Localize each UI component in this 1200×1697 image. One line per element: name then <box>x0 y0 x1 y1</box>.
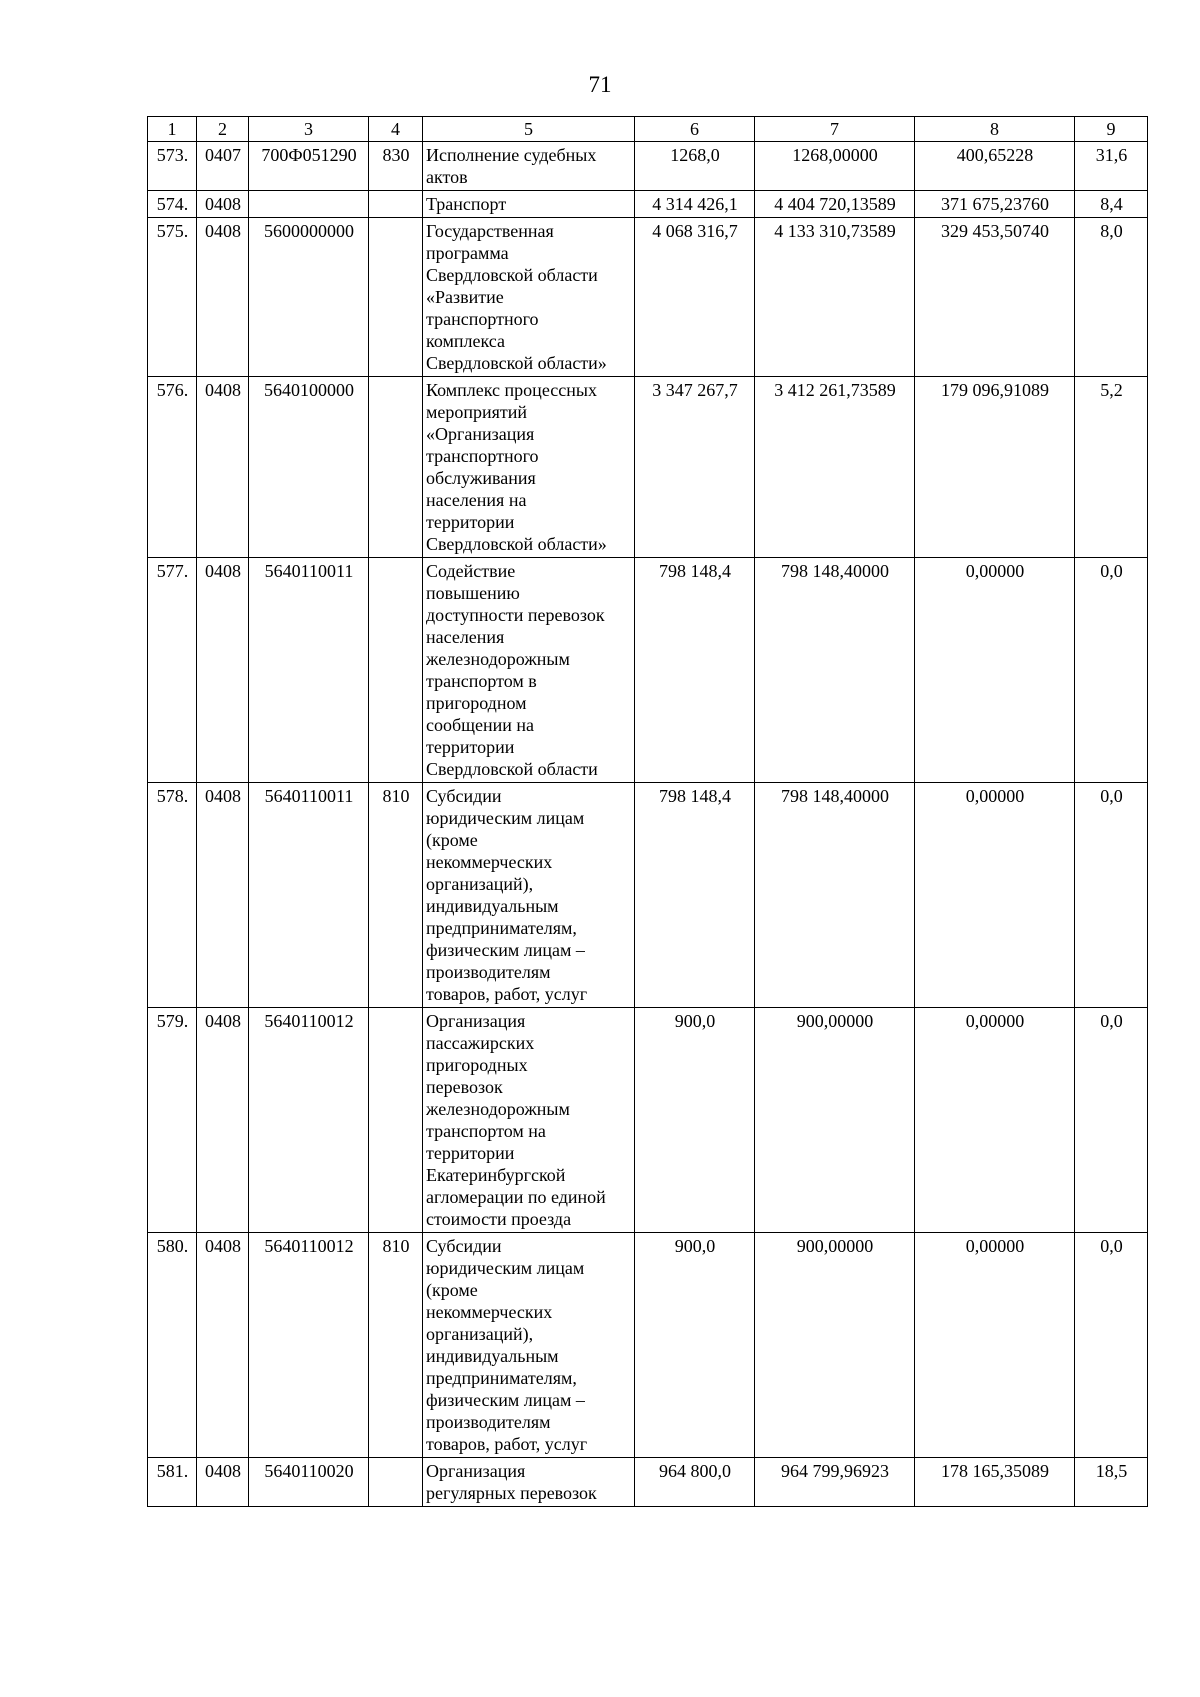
section-code-cell <box>197 1233 249 1458</box>
approved-amount-cell <box>635 1233 755 1458</box>
row-number-cell <box>148 191 197 218</box>
execution-percent-cell-text: 8,4 <box>1100 194 1123 214</box>
execution-percent-cell <box>1075 1233 1148 1458</box>
executed-amount-cell <box>915 377 1075 558</box>
target-article-cell-text: 700Ф051290 <box>261 145 357 165</box>
target-article-cell <box>249 1233 369 1458</box>
header-cell: 3 <box>249 117 369 142</box>
section-code-cell <box>197 191 249 218</box>
row-number-cell <box>148 218 197 377</box>
planned-amount-cell-text: 4 404 720,13589 <box>774 194 896 214</box>
section-code-cell <box>197 142 249 191</box>
section-code-cell <box>197 1458 249 1507</box>
page-number: 71 <box>588 72 612 97</box>
table-row <box>148 377 1148 558</box>
row-number-cell <box>148 1008 197 1233</box>
approved-amount-cell <box>635 783 755 1008</box>
execution-percent-cell <box>1075 191 1148 218</box>
executed-amount-cell-text: 0,00000 <box>965 561 1025 581</box>
approved-amount-cell <box>635 218 755 377</box>
item-name-cell-text: Комплекс процессных мероприятий «Организация транспортного обслуживания населения на территории Свердловской области» <box>426 380 607 554</box>
executed-amount-cell <box>915 218 1075 377</box>
table-row <box>148 558 1148 783</box>
execution-percent-cell-text: 5,2 <box>1100 380 1123 400</box>
approved-amount-cell <box>635 1458 755 1507</box>
execution-percent-cell <box>1075 1458 1148 1507</box>
executed-amount-cell-text: 178 165,35089 <box>941 1461 1049 1481</box>
execution-percent-cell <box>1075 142 1148 191</box>
executed-amount-cell <box>915 1458 1075 1507</box>
planned-amount-cell <box>755 191 915 218</box>
row-number-cell <box>148 1458 197 1507</box>
expense-type-cell <box>369 558 423 783</box>
approved-amount-cell-text: 798 148,4 <box>659 561 731 581</box>
section-code-cell <box>197 558 249 783</box>
expense-type-cell <box>369 142 423 191</box>
section-code-cell <box>197 377 249 558</box>
execution-percent-cell-text: 0,0 <box>1100 1236 1123 1256</box>
row-number-cell <box>148 1233 197 1458</box>
target-article-cell <box>249 1008 369 1233</box>
header-cell: 2 <box>197 117 249 142</box>
planned-amount-cell-text: 4 133 310,73589 <box>774 221 896 241</box>
execution-percent-cell <box>1075 377 1148 558</box>
item-name-cell <box>423 558 635 783</box>
section-code-cell-text: 0408 <box>205 1236 241 1256</box>
approved-amount-cell-text: 964 800,0 <box>659 1461 731 1481</box>
item-name-cell <box>423 218 635 377</box>
row-number-cell <box>148 783 197 1008</box>
approved-amount-cell-text: 4 314 426,1 <box>652 194 738 214</box>
section-code-cell-text: 0408 <box>205 221 241 241</box>
table-row <box>148 1008 1148 1233</box>
approved-amount-cell <box>635 1008 755 1233</box>
target-article-cell <box>249 142 369 191</box>
item-name-cell <box>423 377 635 558</box>
item-name-cell-text: Содействие повышению доступности перевозок населения железнодорожным транспортом в пригородном сообщении на территории Свердловской области <box>426 561 605 779</box>
item-name-cell-text: Субсидии юридическим лицам (кроме некоммерческих организаций), индивидуальным предпринимателям, физическим лицам – производителям товаров, работ, услуг <box>426 1236 588 1454</box>
expense-type-cell <box>369 191 423 218</box>
approved-amount-cell-text: 3 347 267,7 <box>652 380 738 400</box>
header-row <box>148 117 1148 142</box>
row-number-cell-text: 580. <box>156 1236 189 1256</box>
item-name-cell <box>423 1233 635 1458</box>
executed-amount-cell-text: 179 096,91089 <box>941 380 1049 400</box>
row-number-cell-text: 579. <box>156 1011 189 1031</box>
row-number-cell-text: 577. <box>156 561 189 581</box>
execution-percent-cell <box>1075 558 1148 783</box>
row-number-cell-text: 581. <box>156 1461 189 1481</box>
section-code-cell <box>197 1008 249 1233</box>
header-cell: 8 <box>915 117 1075 142</box>
item-name-cell-text: Государственная программа Свердловской области «Развитие транспортного комплекса Свердловской области» <box>426 221 607 373</box>
approved-amount-cell-text: 798 148,4 <box>659 786 731 806</box>
row-number-cell-text: 574. <box>156 194 189 214</box>
approved-amount-cell <box>635 142 755 191</box>
target-article-cell-text: 5640110012 <box>264 1236 354 1256</box>
planned-amount-cell-text: 1268,00000 <box>792 145 878 165</box>
planned-amount-cell <box>755 1008 915 1233</box>
execution-percent-cell-text: 31,6 <box>1095 145 1128 165</box>
table-row <box>148 142 1148 191</box>
execution-percent-cell-text: 18,5 <box>1095 1461 1128 1481</box>
row-number-cell-text: 578. <box>156 786 189 806</box>
item-name-cell <box>423 142 635 191</box>
row-number-cell-text: 573. <box>156 145 189 165</box>
approved-amount-cell-text: 900,0 <box>674 1011 716 1031</box>
section-code-cell-text: 0408 <box>205 194 241 214</box>
executed-amount-cell <box>915 191 1075 218</box>
target-article-cell <box>249 558 369 783</box>
executed-amount-cell <box>915 1008 1075 1233</box>
planned-amount-cell <box>755 783 915 1008</box>
target-article-cell-text: 5640110012 <box>264 1011 354 1031</box>
target-article-cell-text: 5640110020 <box>264 1461 354 1481</box>
target-article-cell <box>249 377 369 558</box>
execution-percent-cell <box>1075 218 1148 377</box>
expense-type-cell-text: 830 <box>382 145 410 165</box>
section-code-cell-text: 0408 <box>205 561 241 581</box>
execution-percent-cell <box>1075 783 1148 1008</box>
item-name-cell-text: Транспорт <box>426 194 507 214</box>
item-name-cell <box>423 1008 635 1233</box>
row-number-cell-text: 575. <box>156 221 189 241</box>
table-row <box>148 191 1148 218</box>
execution-percent-cell-text: 0,0 <box>1100 786 1123 806</box>
section-code-cell-text: 0408 <box>205 786 241 806</box>
target-article-cell <box>249 191 369 218</box>
planned-amount-cell <box>755 558 915 783</box>
planned-amount-cell-text: 900,00000 <box>796 1236 874 1256</box>
header-cell: 6 <box>635 117 755 142</box>
item-name-cell <box>423 1458 635 1507</box>
header-cell: 7 <box>755 117 915 142</box>
executed-amount-cell-text: 0,00000 <box>965 1236 1025 1256</box>
approved-amount-cell <box>635 558 755 783</box>
approved-amount-cell <box>635 191 755 218</box>
section-code-cell-text: 0408 <box>205 1011 241 1031</box>
expense-type-cell <box>369 1008 423 1233</box>
approved-amount-cell-text: 900,0 <box>674 1236 716 1256</box>
section-code-cell-text: 0407 <box>205 145 241 165</box>
expense-type-cell-text: 810 <box>382 786 410 806</box>
target-article-cell-text: 5640110011 <box>264 786 354 806</box>
expense-type-cell <box>369 1233 423 1458</box>
item-name-cell-text: Субсидии юридическим лицам (кроме некоммерческих организаций), индивидуальным предпринимателям, физическим лицам – производителям товаров, работ, услуг <box>426 786 588 1004</box>
executed-amount-cell <box>915 558 1075 783</box>
executed-amount-cell-text: 400,65228 <box>956 145 1034 165</box>
approved-amount-cell-text: 4 068 316,7 <box>652 221 738 241</box>
executed-amount-cell-text: 371 675,23760 <box>941 194 1049 214</box>
executed-amount-cell-text: 0,00000 <box>965 786 1025 806</box>
header-cell: 1 <box>148 117 197 142</box>
expense-type-cell <box>369 783 423 1008</box>
planned-amount-cell <box>755 142 915 191</box>
expense-type-cell <box>369 218 423 377</box>
item-name-cell-text: Исполнение судебных актов <box>426 145 597 187</box>
expense-type-cell-text: 810 <box>382 1236 410 1256</box>
item-name-cell-text: Организация пассажирских пригородных перевозок железнодорожным транспортом на территории Екатеринбургской агломерации по единой стоимости проезда <box>426 1011 606 1229</box>
table-row <box>148 218 1148 377</box>
planned-amount-cell <box>755 1458 915 1507</box>
item-name-cell-text: Организация регулярных перевозок <box>426 1461 597 1503</box>
expense-type-cell <box>369 1458 423 1507</box>
target-article-cell <box>249 218 369 377</box>
section-code-cell <box>197 783 249 1008</box>
planned-amount-cell <box>755 377 915 558</box>
planned-amount-cell-text: 964 799,96923 <box>781 1461 889 1481</box>
executed-amount-cell-text: 0,00000 <box>965 1011 1025 1031</box>
header-cell: 9 <box>1075 117 1148 142</box>
planned-amount-cell-text: 798 148,40000 <box>781 786 889 806</box>
item-name-cell <box>423 191 635 218</box>
target-article-cell <box>249 1458 369 1507</box>
section-code-cell <box>197 218 249 377</box>
table-row <box>148 783 1148 1008</box>
target-article-cell <box>249 783 369 1008</box>
row-number-cell-text: 576. <box>156 380 189 400</box>
section-code-cell-text: 0408 <box>205 380 241 400</box>
planned-amount-cell <box>755 218 915 377</box>
executed-amount-cell <box>915 783 1075 1008</box>
target-article-cell-text: 5640100000 <box>264 380 354 400</box>
expense-type-cell <box>369 377 423 558</box>
header-cell: 5 <box>423 117 635 142</box>
target-article-cell-text: 5640110011 <box>264 561 354 581</box>
execution-percent-cell <box>1075 1008 1148 1233</box>
planned-amount-cell <box>755 1233 915 1458</box>
section-code-cell-text: 0408 <box>205 1461 241 1481</box>
budget-table <box>147 116 1148 1507</box>
execution-percent-cell-text: 8,0 <box>1100 221 1123 241</box>
header-cell: 4 <box>369 117 423 142</box>
planned-amount-cell-text: 3 412 261,73589 <box>774 380 896 400</box>
executed-amount-cell <box>915 1233 1075 1458</box>
row-number-cell <box>148 142 197 191</box>
row-number-cell <box>148 558 197 783</box>
approved-amount-cell-text: 1268,0 <box>670 145 720 165</box>
item-name-cell <box>423 783 635 1008</box>
planned-amount-cell-text: 798 148,40000 <box>781 561 889 581</box>
table-row <box>148 1458 1148 1507</box>
execution-percent-cell-text: 0,0 <box>1100 561 1123 581</box>
planned-amount-cell-text: 900,00000 <box>796 1011 874 1031</box>
row-number-cell <box>148 377 197 558</box>
executed-amount-cell <box>915 142 1075 191</box>
execution-percent-cell-text: 0,0 <box>1100 1011 1123 1031</box>
approved-amount-cell <box>635 377 755 558</box>
table-row <box>148 1233 1148 1458</box>
executed-amount-cell-text: 329 453,50740 <box>941 221 1049 241</box>
target-article-cell-text: 5600000000 <box>264 221 354 241</box>
